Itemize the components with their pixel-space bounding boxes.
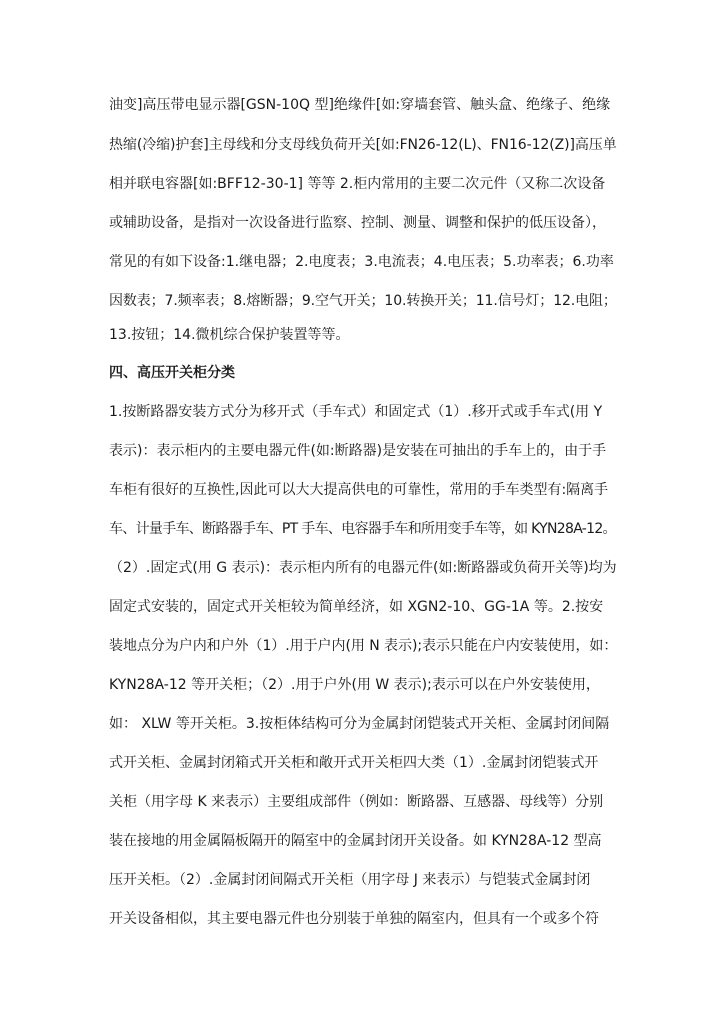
text-line: 式开关柜、金属封闭箱式开关柜和敞开式开关柜四大类（1）.金属封闭铠装式开 [109,755,599,771]
text-line: 固定式安装的，固定式开关柜较为简单经济，如 XGN2-10、GG-1A 等。2.按安 [109,599,604,615]
text-line: （2）.固定式(用 G 表示)：表示柜内所有的电器元件(如:断路器或负荷开关等)均为 [109,560,617,576]
text-line: KYN28A-12 等开关柜；（2）.用于户外(用 W 表示);表示可以在户外安装使用， [109,677,600,693]
text-line: 装地点分为户内和户外（1）.用于户内(用 N 表示);表示只能在户内安装使用，如： [109,638,618,654]
text-line: 因数表；7.频率表；8.熔断器；9.空气开关；10.转换开关；11.信号灯；12.电阻； [109,293,617,309]
text-line: 关柜（用字母 K 来表示）主要组成部件（例如：断路器、互感器、母线等）分别 [109,794,604,810]
text-line: 车、计量手车、断路器手车、PT 手车、电容器手车和所用变手车等，如 KYN28A-12。 [109,521,616,537]
section-heading: 四、高压开关柜分类 [109,365,235,381]
text-line: 表示)：表示柜内的主要电器元件(如:断路器)是安装在可抽出的手车上的，由于手 [109,443,607,459]
text-line: 装在接地的用金属隔板隔开的隔室中的金属封闭开关设备。如 KYN28A-12 型高 [109,833,602,849]
text-line: 开关设备相似，其主要电器元件也分别装于单独的隔室内，但具有一个或多个符 [109,911,599,927]
text-line: 油变]高压带电显示器[GSN-10Q 型]绝缘件[如:穿墙套管、触头盒、绝缘子、绝缘 [109,97,611,113]
text-line: 或辅助设备，是指对一次设备进行监察、控制、测量、调整和保护的低压设备）， [109,215,606,231]
text-line: 常见的有如下设备:1.继电器；2.电度表；3.电流表；4.电压表；5.功率表；6.功率 [109,254,614,270]
text-line: 13.按钮；14.微机综合保护装置等等。 [109,327,350,343]
text-line: 1.按断路器安装方式分为移开式（手车式）和固定式（1）.移开式或手车式(用 Y [109,404,603,420]
text-line: 相并联电容器[如:BFF12-30-1] 等等 2.柜内常用的主要二次元件（又称二次设备 [109,176,606,192]
text-line: 车柜有很好的互换性,因此可以大大提高供电的可靠性，常用的手车类型有:隔离手 [109,482,609,498]
text-line: 热缩(冷缩)护套]主母线和分支母线负荷开关[如:FN26-12(L)、FN16-12(Z)]高压单 [109,137,617,153]
text-line: 压开关柜。（2）.金属封闭间隔式开关柜（用字母 J 来表示）与铠装式金属封闭 [109,872,591,888]
text-line: 如： XLW 等开关柜。3.按柜体结构可分为金属封闭铠装式开关柜、金属封闭间隔 [109,716,610,732]
